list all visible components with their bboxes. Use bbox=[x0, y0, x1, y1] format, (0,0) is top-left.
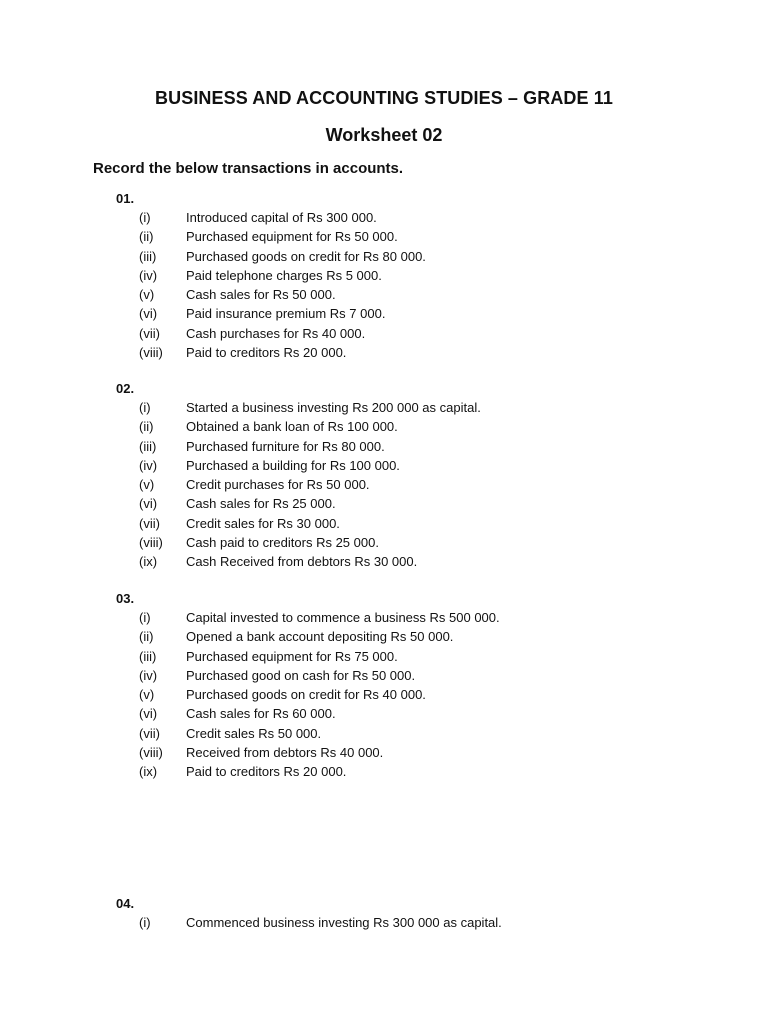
item-numeral: (viii) bbox=[139, 534, 163, 550]
item-numeral: (ii) bbox=[139, 629, 154, 645]
item-text: Purchased equipment for Rs 50 000. bbox=[186, 229, 398, 245]
transaction-item bbox=[0, 668, 768, 687]
item-text: Cash paid to creditors Rs 25 000. bbox=[186, 534, 379, 550]
item-numeral: (ii) bbox=[139, 229, 154, 245]
item-text: Obtained a bank loan of Rs 100 000. bbox=[186, 419, 398, 435]
transaction-item bbox=[0, 268, 768, 287]
transaction-item bbox=[0, 764, 768, 783]
item-text: Paid telephone charges Rs 5 000. bbox=[186, 267, 382, 283]
item-numeral: (iv) bbox=[139, 667, 158, 683]
item-text: Purchased equipment for Rs 75 000. bbox=[186, 648, 398, 664]
item-text: Opened a bank account depositing Rs 50 000. bbox=[186, 629, 454, 645]
transaction-item bbox=[0, 400, 768, 419]
item-numeral: (i) bbox=[139, 610, 151, 625]
item-numeral: (vi) bbox=[139, 706, 158, 722]
instruction-text: Record the below transactions in accounts. bbox=[93, 160, 404, 177]
item-numeral: (iii) bbox=[139, 438, 157, 454]
section-number: 04. bbox=[116, 896, 135, 911]
item-text: Commenced business investing Rs 300 000 as capital. bbox=[186, 915, 502, 930]
section-number: 02. bbox=[116, 381, 135, 396]
item-numeral: (vii) bbox=[139, 325, 160, 341]
item-numeral: (iii) bbox=[139, 648, 157, 664]
transaction-item bbox=[0, 554, 768, 573]
transaction-item bbox=[0, 477, 768, 496]
transaction-item bbox=[0, 745, 768, 764]
item-text: Paid to creditors Rs 20 000. bbox=[186, 764, 347, 779]
transaction-item bbox=[0, 496, 768, 515]
item-numeral: (v) bbox=[139, 477, 155, 492]
transaction-item bbox=[0, 726, 768, 745]
item-text: Received from debtors Rs 40 000. bbox=[186, 744, 384, 760]
item-text: Purchased a building for Rs 100 000. bbox=[186, 457, 400, 473]
item-text: Purchased goods on credit for Rs 40 000. bbox=[186, 687, 426, 702]
item-text: Cash sales for Rs 25 000. bbox=[186, 496, 336, 512]
item-text: Cash Received from debtors Rs 30 000. bbox=[186, 554, 418, 569]
section-number: 01. bbox=[116, 191, 135, 206]
item-numeral: (viii) bbox=[139, 744, 163, 760]
document-title: BUSINESS AND ACCOUNTING STUDIES – GRADE 11 bbox=[155, 88, 613, 108]
item-text: Started a business investing Rs 200 000 as capital. bbox=[186, 400, 481, 415]
transaction-item bbox=[0, 535, 768, 554]
item-text: Paid insurance premium Rs 7 000. bbox=[186, 306, 386, 322]
section-number: 03. bbox=[116, 591, 135, 606]
transaction-item bbox=[0, 249, 768, 268]
transaction-item bbox=[0, 629, 768, 648]
transaction-item bbox=[0, 419, 768, 438]
item-text: Purchased good on cash for Rs 50 000. bbox=[186, 667, 416, 683]
item-numeral: (iv) bbox=[139, 457, 158, 473]
transaction-item bbox=[0, 915, 768, 934]
transaction-item bbox=[0, 210, 768, 229]
item-text: Credit sales for Rs 30 000. bbox=[186, 515, 340, 531]
transaction-item bbox=[0, 345, 768, 364]
transaction-item bbox=[0, 306, 768, 325]
transaction-item bbox=[0, 649, 768, 668]
item-numeral: (iii) bbox=[139, 248, 157, 264]
transaction-item bbox=[0, 610, 768, 629]
worksheet-title: Worksheet 02 bbox=[325, 125, 443, 145]
item-text: Paid to creditors Rs 20 000. bbox=[186, 344, 347, 360]
item-numeral: (vii) bbox=[139, 725, 160, 741]
transaction-item bbox=[0, 326, 768, 345]
item-text: Purchased goods on credit for Rs 80 000. bbox=[186, 248, 426, 264]
item-text: Cash sales for Rs 50 000. bbox=[186, 287, 336, 302]
item-numeral: (i) bbox=[139, 210, 151, 225]
item-numeral: (ii) bbox=[139, 419, 154, 435]
item-text: Introduced capital of Rs 300 000. bbox=[186, 210, 377, 225]
item-numeral: (v) bbox=[139, 287, 155, 302]
item-numeral: (vii) bbox=[139, 515, 160, 531]
item-text: Cash sales for Rs 60 000. bbox=[186, 706, 336, 722]
item-numeral: (viii) bbox=[139, 344, 163, 360]
item-numeral: (ix) bbox=[139, 764, 158, 779]
transaction-item bbox=[0, 458, 768, 477]
transaction-item bbox=[0, 287, 768, 306]
transaction-item bbox=[0, 229, 768, 248]
item-numeral: (vi) bbox=[139, 496, 158, 512]
item-text: Capital invested to commence a business Rs 500 000. bbox=[186, 610, 500, 625]
transaction-item bbox=[0, 706, 768, 725]
item-numeral: (i) bbox=[139, 400, 151, 415]
item-text: Purchased furniture for Rs 80 000. bbox=[186, 438, 385, 454]
item-text: Credit purchases for Rs 50 000. bbox=[186, 477, 370, 492]
item-numeral: (i) bbox=[139, 915, 151, 930]
item-text: Cash purchases for Rs 40 000. bbox=[186, 325, 366, 341]
item-numeral: (ix) bbox=[139, 554, 158, 569]
transaction-item bbox=[0, 439, 768, 458]
transaction-item bbox=[0, 516, 768, 535]
item-numeral: (iv) bbox=[139, 267, 158, 283]
item-numeral: (vi) bbox=[139, 306, 158, 322]
transaction-item bbox=[0, 687, 768, 706]
item-text: Credit sales Rs 50 000. bbox=[186, 725, 322, 741]
item-numeral: (v) bbox=[139, 687, 155, 702]
